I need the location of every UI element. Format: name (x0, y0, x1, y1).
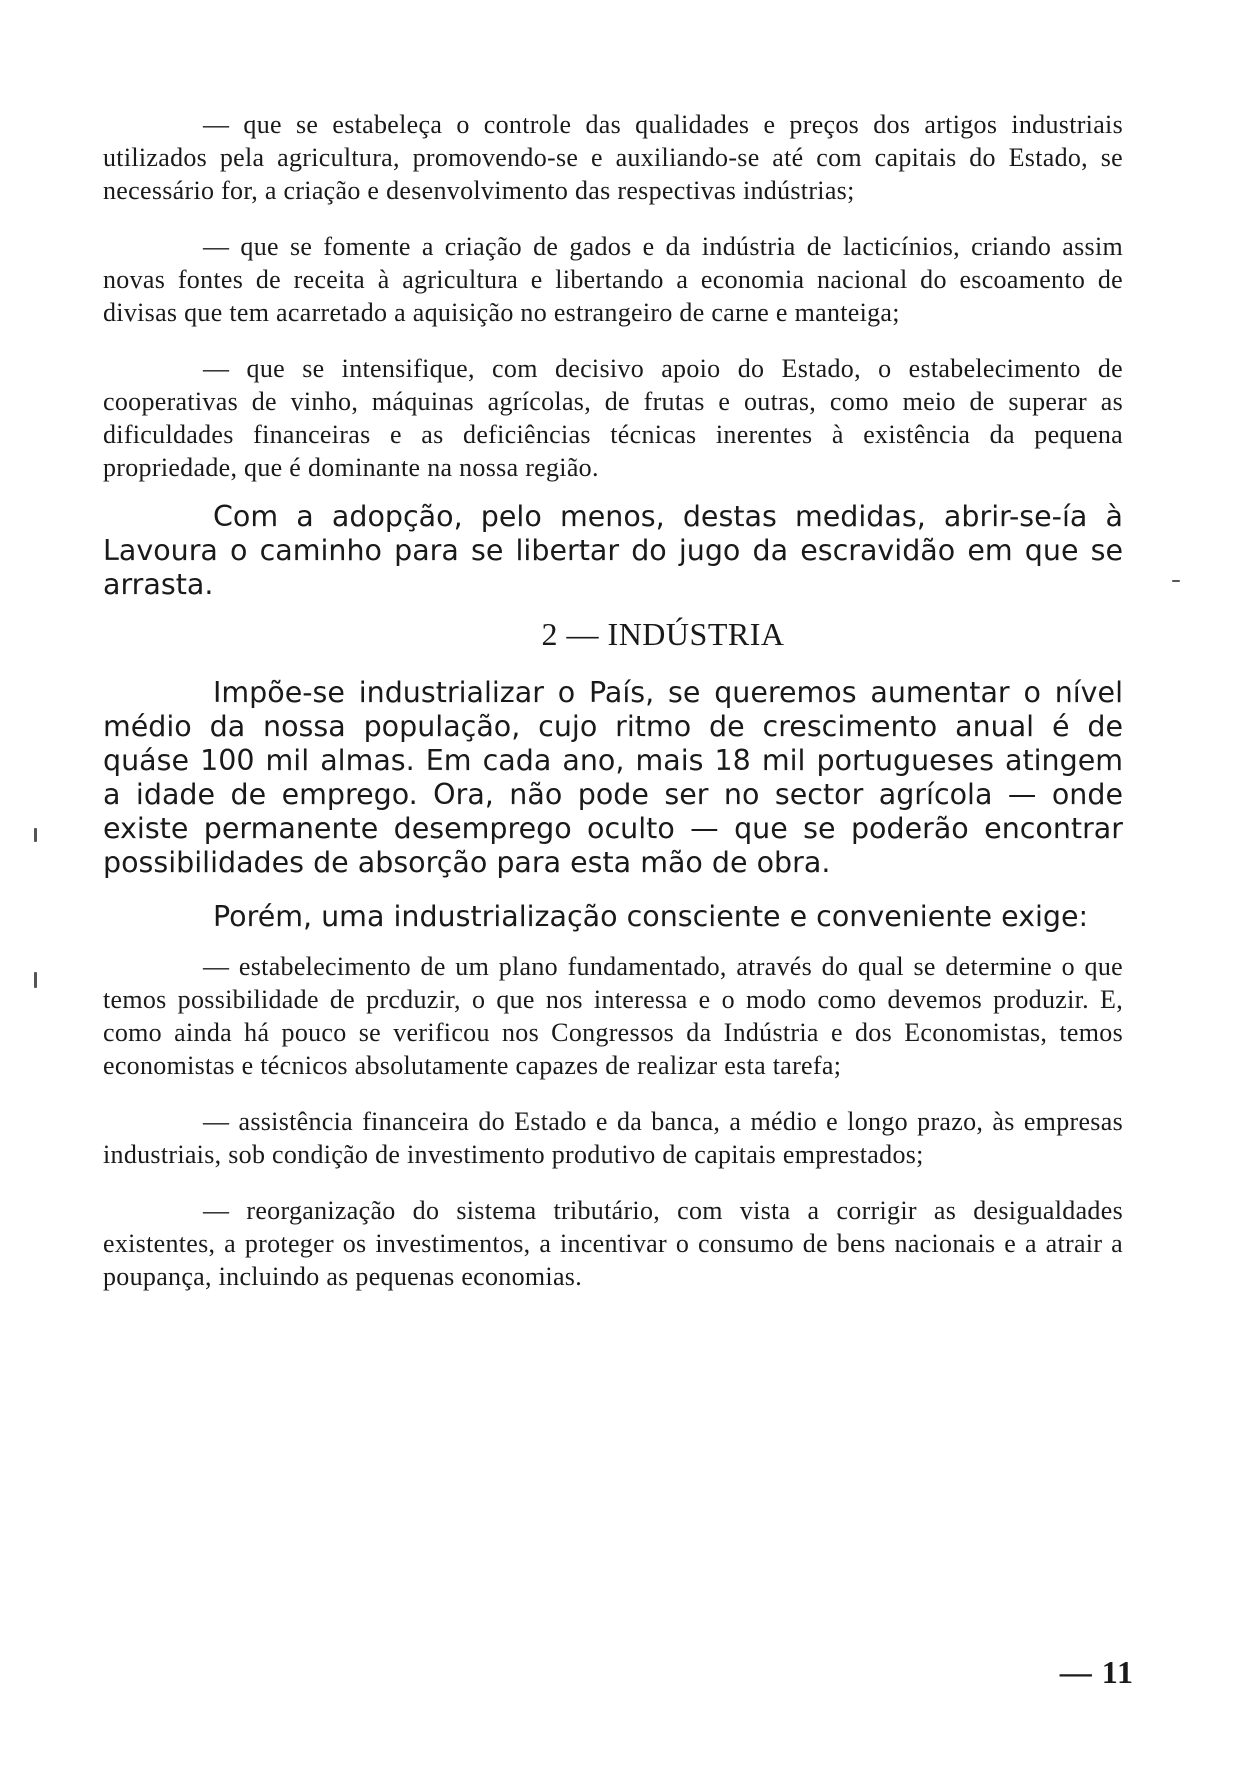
scan-speck (34, 972, 37, 988)
paragraph-sistema-tributario: — reorganização do sistema tributário, com vista a corrigir as desigualdades existentes, a proteger os investimentos, a incentivar o consumo de bens nacionais e a atrair a poupança, incluindo as pequenas economias. (103, 1196, 1123, 1291)
page-number: — 11 (1059, 1654, 1134, 1690)
paragraph-assistencia-financeira: — assistência financeira do Estado e da banca, a médio e longo prazo, às empresas industriais, sob condição de investimento produtivo de capitais emprestados; (103, 1107, 1123, 1169)
scan-speck (1172, 580, 1180, 582)
section-heading-industria: 2 — INDÚSTRIA (541, 616, 785, 652)
page-body (103, 108, 1123, 1293)
paragraph-conclusao-lavoura: Com a adopção, pelo menos, destas medidas, abrir-se-ía à Lavoura o caminho para se libertar do jugo da escravidão em que se arrasta. (103, 500, 1123, 601)
paragraph-industrializacao-exige: Porém, uma industrialização consciente e conveniente exige: (213, 900, 1089, 933)
paragraph-cooperativas: — que se intensifique, com decisivo apoio do Estado, o estabelecimento de cooperativas de vinho, máquinas agrícolas, de frutas e outras, como meio de superar as dificuldades financeiras e as deficiências técnicas inerentes à existência da pequena propriedade, que é dominante na nossa região. (103, 354, 1123, 482)
paragraph-industrializar: Impõe-se industrializar o País, se queremos aumentar o nível médio da nossa população, cujo ritmo de crescimento anual é de quáse 100 mil almas. Em cada ano, mais 18 mil portugueses atingem a idade de emprego. Ora, não pode ser no sector agrícola — onde existe permanente desemprego oculto — que se poderão encontrar possibilidades de absorção para esta mão de obra. (103, 676, 1123, 879)
paragraph-controle-qualidades: — que se estabeleça o controle das qualidades e preços dos artigos industriais utilizados pela agricultura, promovendo-se e auxiliando-se até com capitais do Estado, se necessário for, a criação e desenvolvimento das respectivas indústrias; (103, 110, 1123, 205)
paragraph-criacao-gados: — que se fomente a criação de gados e da indústria de lacticínios, criando assim novas fontes de receita à agricultura e libertando a economia nacional do escoamento de divisas que tem acarretado a aquisição no estrangeiro de carne e manteiga; (103, 232, 1123, 327)
scan-speck (34, 828, 37, 842)
paragraph-plano-fundamentado: — estabelecimento de um plano fundamentado, através do qual se determine o que temos possibilidade de prcduzir, o que nos interessa e o modo como devemos produzir. E, como ainda há pouco se verificou nos Congressos da Indústria e dos Economistas, temos economistas e técnicos absolutamente capazes de realizar esta tarefa; (103, 952, 1123, 1080)
